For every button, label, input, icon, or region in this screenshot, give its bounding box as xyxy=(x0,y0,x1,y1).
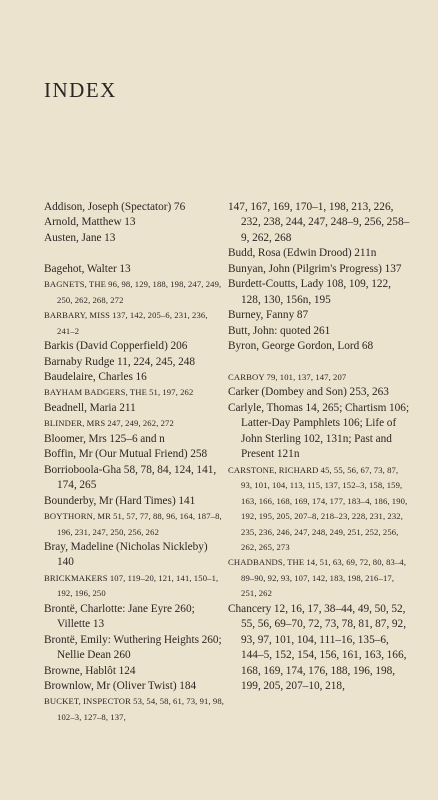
index-entry: Brontë, Charlotte: Jane Eyre 260; Villette 13 xyxy=(44,602,195,631)
index-entry: Boffin, Mr (Our Mutual Friend) 258 xyxy=(44,448,208,461)
index-entry: Burdett-Coutts, Lady 108, 109, 122, 128, 130, 156n, 195 xyxy=(228,278,391,306)
index-entry: 147, 167, 169, 170–1, 198, 213, 226, 232, 238, 244, 247, 248–9, 256, 258–9, 262, 268 xyxy=(228,201,410,244)
index-entry: Bounderby, Mr (Hard Times) 141 xyxy=(44,494,196,507)
index-entry: Bunyan, John (Pilgrim's Progress) 137 xyxy=(228,262,402,275)
index-entry: Baudelaire, Charles 16 xyxy=(44,370,147,383)
section-gap xyxy=(44,246,227,261)
index-entry: CARBOY 79, 101, 137, 147, 207 xyxy=(228,371,347,382)
index-entry: Carlyle, Thomas 14, 265; Chartism 106; Latter-Day Pamphlets 106; Life of John Sterling 102, 131n; Past and Present 121n xyxy=(228,401,410,461)
index-entry: Butt, John: quoted 261 xyxy=(228,324,331,337)
index-entry: Arnold, Matthew 13 xyxy=(44,216,136,229)
index-entry: Barkis (David Copperfield) 206 xyxy=(44,340,188,353)
index-entry: Brontë, Emily: Wuthering Heights 260; Nellie Dean 260 xyxy=(44,633,222,662)
index-entry: Barnaby Rudge 11, 224, 245, 248 xyxy=(44,355,196,368)
index-entry: BARBARY, MISS 137, 142, 205–6, 231, 236, 241–2 xyxy=(44,310,208,336)
index-entry: BRICKMAKERS 107, 119–20, 121, 141, 150–1, 192, 196, 250 xyxy=(44,572,219,599)
index-entry: Brownlow, Mr (Oliver Twist) 184 xyxy=(44,680,197,693)
index-entry: Addison, Joseph (Spectator) 76 xyxy=(44,201,186,213)
index-entry: Bray, Madeline (Nicholas Nickleby) 140 xyxy=(44,540,208,569)
section-gap xyxy=(228,355,411,370)
index-column-left xyxy=(44,200,227,725)
index-entry: Burney, Fanny 87 xyxy=(228,309,309,322)
index-entry: BOYTHORN, MR 51, 57, 77, 88, 96, 164, 187–8, 196, 231, 247, 250, 256, 262 xyxy=(44,511,222,537)
index-entry: Bloomer, Mrs 125–6 and n xyxy=(44,432,165,445)
index-entry: CHADBANDS, THE 14, 51, 63, 69, 72, 80, 83–4, 89–90, 92, 93, 107, 142, 183, 198, 216–17, 251, 262 xyxy=(228,557,407,599)
index-entry: Beadnell, Maria 211 xyxy=(44,401,136,414)
index-entry: Austen, Jane 13 xyxy=(44,231,116,244)
index-entry: CARSTONE, RICHARD 45, 55, 56, 67, 73, 87, 93, 101, 104, 113, 115, 137, 152–3, 158, 159, 163, 166, 168, 169, 174, 177, 183–4, 186, 190, 192, 195, 205, 207–8, 218–23, 228, 231, 232, 235, 236, 246, 247, 248, 249, 251, 252, 256, 262, 265, 273 xyxy=(228,464,408,552)
index-entry: Budd, Rosa (Edwin Drood) 211n xyxy=(228,247,377,260)
index-entry: BAGNETS, THE 96, 98, 129, 188, 198, 247, 249, 250, 262, 268, 272 xyxy=(44,279,222,305)
page-title: INDEX xyxy=(44,78,117,102)
index-entry: Carker (Dombey and Son) 253, 263 xyxy=(228,386,389,399)
index-entry: Browne, Hablôt 124 xyxy=(44,664,136,677)
index-entry: BLINDER, MRS 247, 249, 262, 272 xyxy=(44,418,174,429)
index-entry: Byron, George Gordon, Lord 68 xyxy=(228,340,374,353)
index-column-right xyxy=(228,200,411,694)
index-entry: Borrioboola-Gha 58, 78, 84, 124, 141, 174, 265 xyxy=(44,463,217,492)
index-entry: BUCKET, INSPECTOR 53, 54, 58, 61, 73, 91, 98, 102–3, 127–8, 137, xyxy=(44,696,225,722)
index-entry: Bagehot, Walter 13 xyxy=(44,262,131,275)
index-entry: Chancery 12, 16, 17, 38–44, 49, 50, 52, 55, 56, 69–70, 72, 73, 78, 81, 87, 92, 93, 97, 101, 104, 111–16, 135–6, 144–5, 152, 154, 156, 161, 163, 166, 168, 169, 174, 176, 188, 196, 198, 199, 205, 207–10, 218, xyxy=(228,602,407,693)
index-entry: BAYHAM BADGERS, THE 51, 197, 262 xyxy=(44,387,194,398)
